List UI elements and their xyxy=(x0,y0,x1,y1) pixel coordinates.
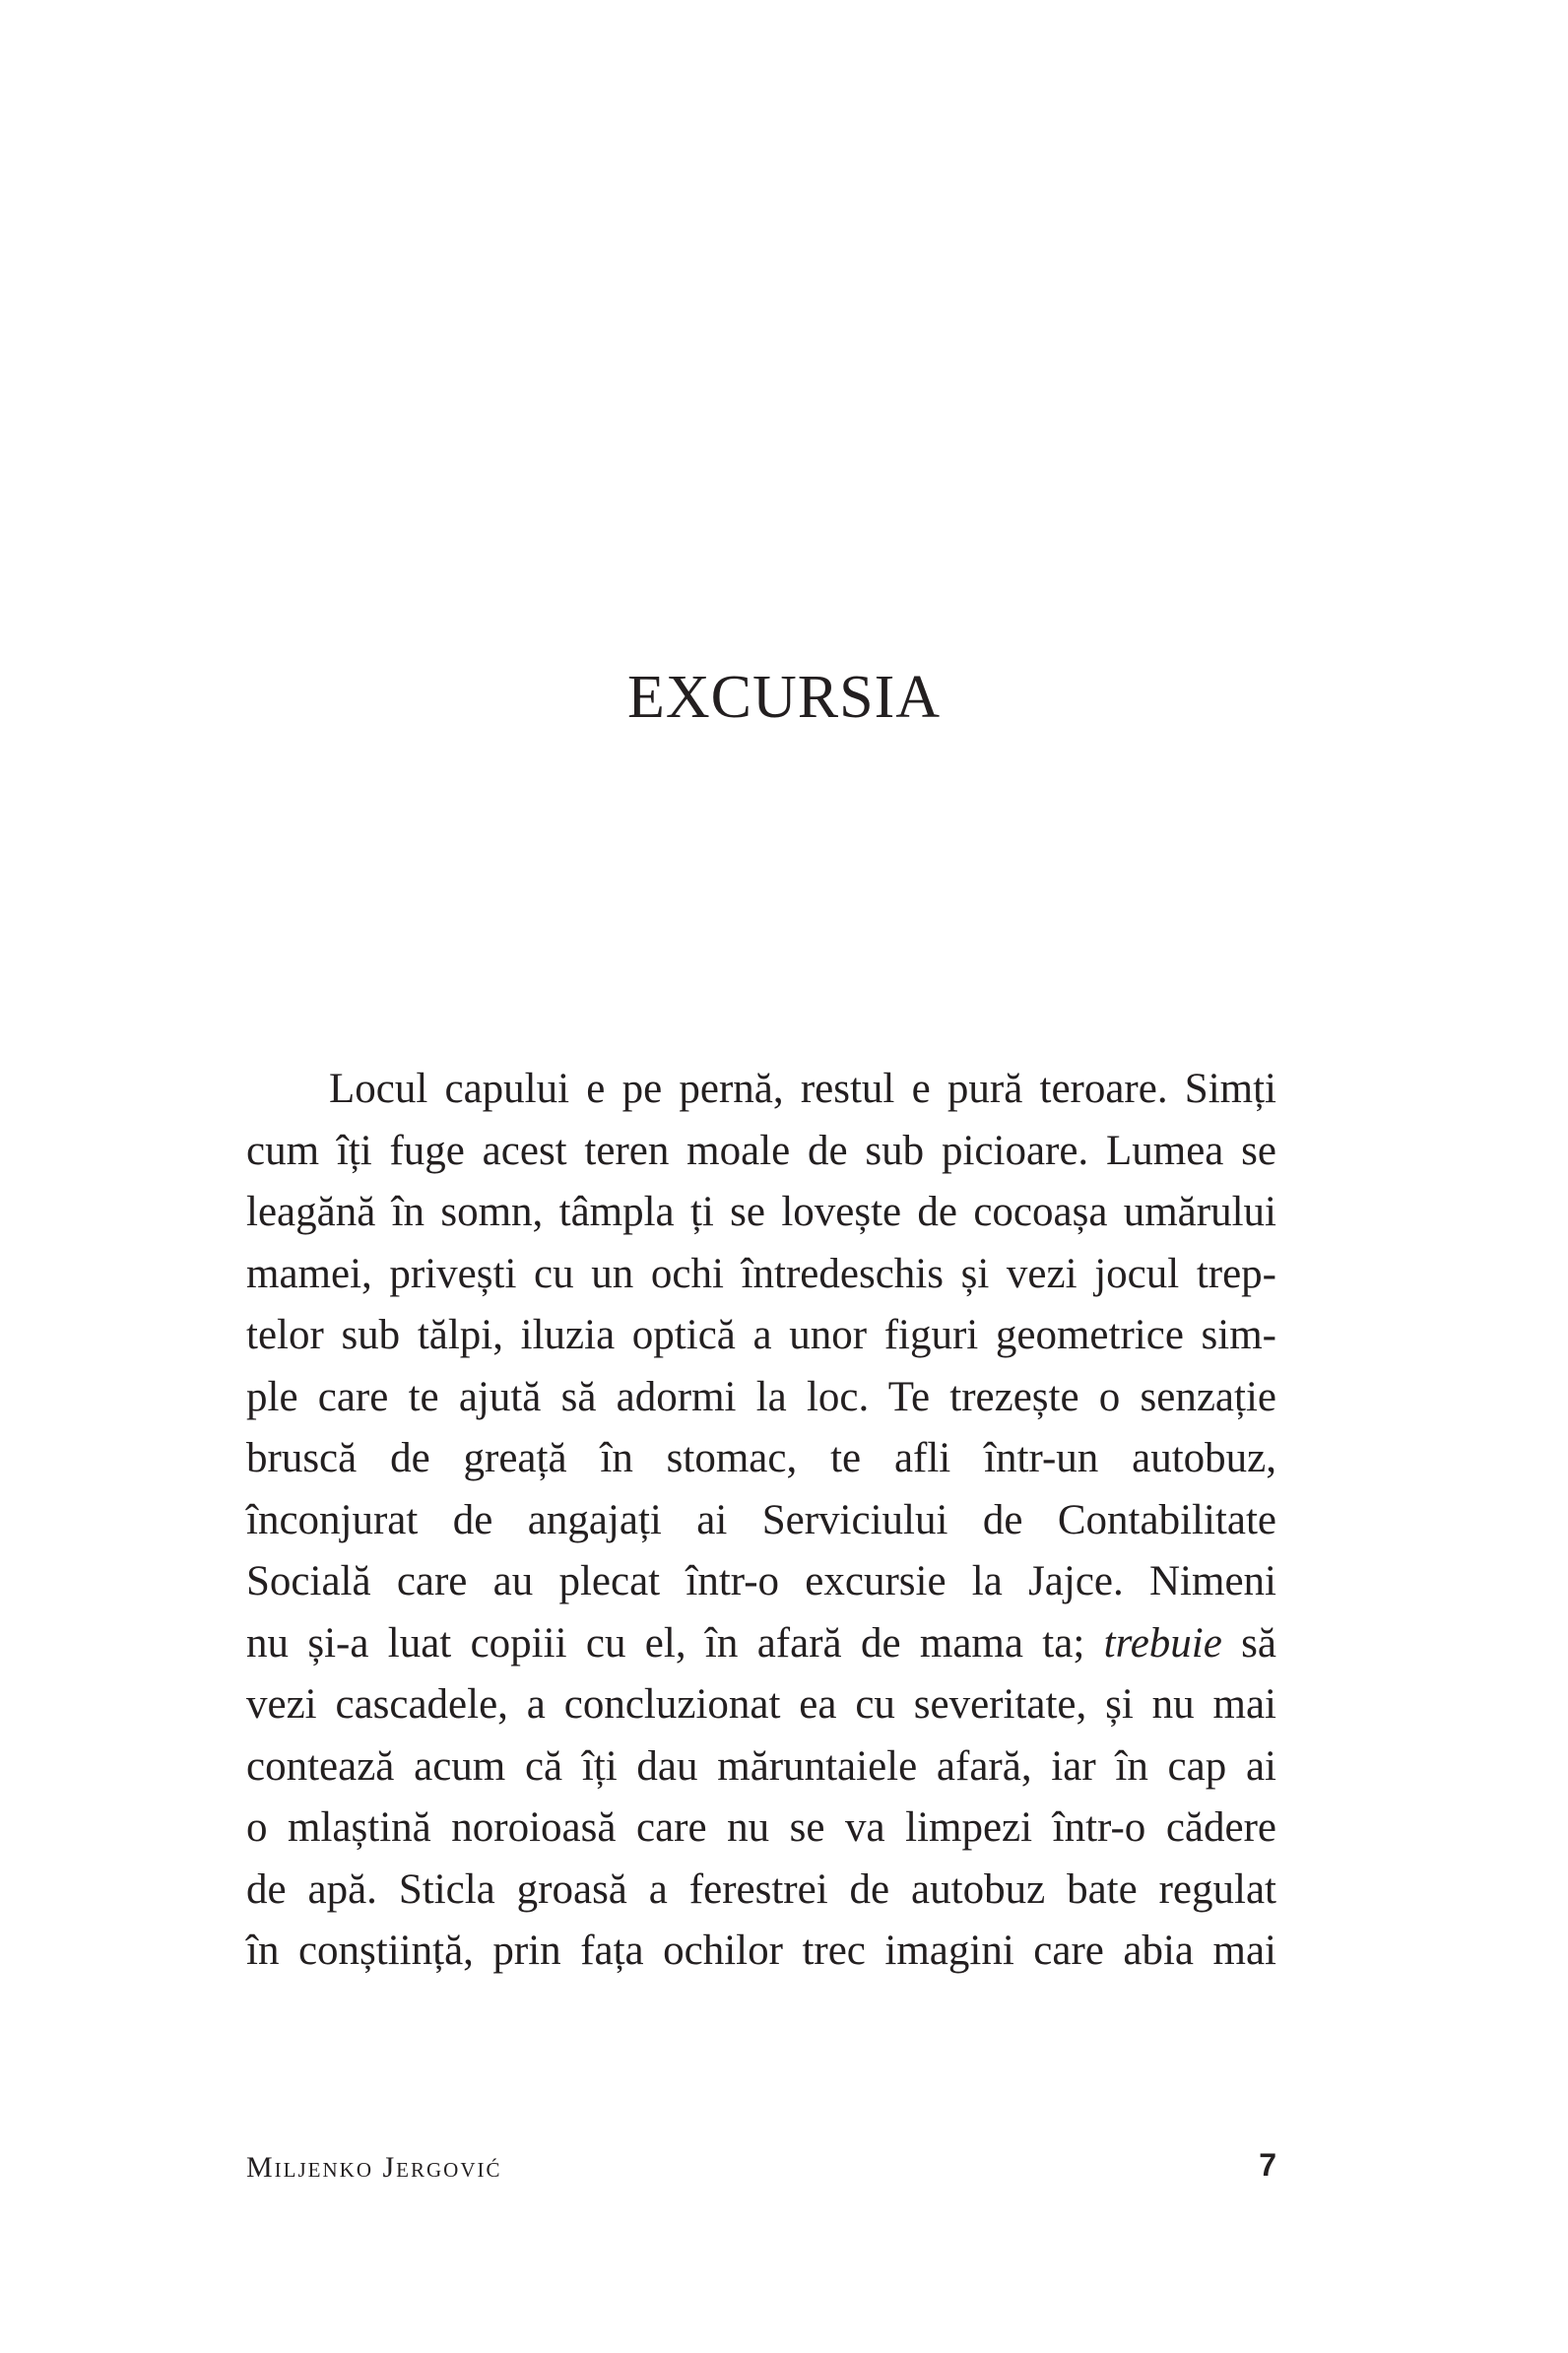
text-line xyxy=(246,1613,1276,1675)
emphasized-word: trebuie xyxy=(1103,1619,1222,1667)
text-line: bruscă de greață în stomac, te afli într-un autobuz, xyxy=(246,1435,1276,1481)
body-text xyxy=(246,1059,1276,1983)
text-line: în conștiință, prin fața ochilor trec imagini care abia mai xyxy=(246,1928,1276,1974)
text-line: o mlaștină noroioasă care nu se va limpezi într-o cădere xyxy=(246,1804,1276,1851)
text-line: telor sub tălpi, iluzia optică a unor figuri geometrice sim- xyxy=(246,1312,1276,1358)
text-line: vezi cascadele, a concluzionat ea cu severitate, și nu mai xyxy=(246,1681,1276,1728)
text-line: de apă. Sticla groasă a ferestrei de autobuz bate regulat xyxy=(246,1865,1276,1913)
text-line: Locul capului e pe pernă, restul e pură teroare. Simți xyxy=(329,1066,1276,1112)
text-segment: nu și-a luat copiii cu el, în afară de mama ta; xyxy=(246,1619,1104,1667)
chapter-title: EXCURSIA xyxy=(626,664,942,731)
page-number: 7 xyxy=(1259,2147,1276,2183)
text-line: Socială care au plecat într-o excursie la Jajce. Nimeni xyxy=(246,1558,1276,1604)
footer-author: Miljenko Jergović xyxy=(246,2151,502,2184)
text-line: ple care te ajută să adormi la loc. Te trezește o senzație xyxy=(246,1373,1276,1420)
text-segment: să xyxy=(1221,1619,1276,1667)
text-line: cum îți fuge acest teren moale de sub picioare. Lumea se xyxy=(246,1127,1276,1174)
text-line: mamei, privești cu un ochi întredeschis și vezi jocul trep- xyxy=(246,1250,1276,1297)
text-line: leagănă în somn, tâmpla ți se lovește de cocoașa umărului xyxy=(246,1189,1276,1235)
text-line: înconjurat de angajați ai Serviciului de Contabilitate xyxy=(246,1496,1276,1543)
text-line: contează acum că îți dau măruntaiele afară, iar în cap ai xyxy=(246,1742,1276,1790)
